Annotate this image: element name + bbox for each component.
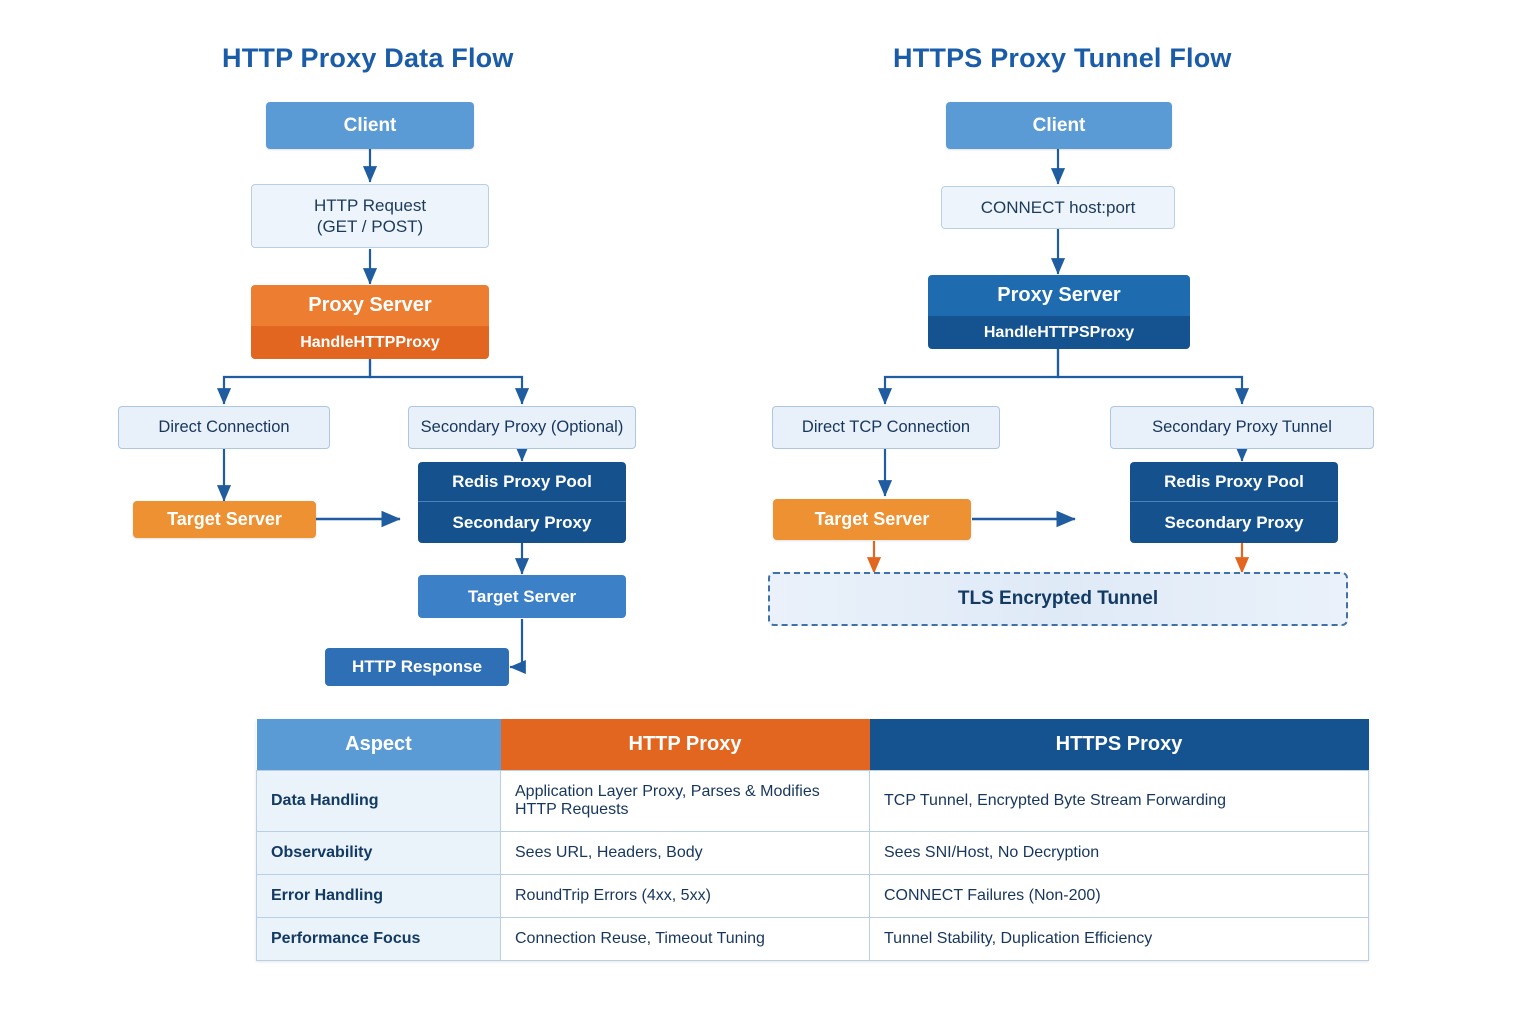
right-secondary-proxy-label[interactable]: Secondary Proxy [1130,502,1338,543]
left-redis-proxy-pool[interactable]: Redis Proxy Pool [418,462,626,502]
row-https-value: Tunnel Stability, Duplication Efficiency [870,918,1369,961]
left-target-server-direct[interactable]: Target Server [133,501,316,538]
table-header-http: HTTP Proxy [501,719,870,771]
right-proxy-server-handler[interactable]: HandleHTTPSProxy [928,316,1190,349]
right-redis-proxy-pool[interactable]: Redis Proxy Pool [1130,462,1338,502]
table-header-aspect: Aspect [257,719,501,771]
right-direct-tcp-node[interactable]: Direct TCP Connection [772,406,1000,449]
left-proxy-server-handler[interactable]: HandleHTTPProxy [251,326,489,359]
table-row [257,875,1369,918]
table-header-https: HTTPS Proxy [870,719,1369,771]
row-aspect-label: Data Handling [257,771,501,832]
row-http-value: Connection Reuse, Timeout Tuning [501,918,870,961]
row-https-value: Sees SNI/Host, No Decryption [870,832,1369,875]
comparison-table [256,719,1369,961]
right-target-server-direct[interactable]: Target Server [773,499,971,540]
table-header-row [257,719,1369,771]
row-aspect-label: Observability [257,832,501,875]
left-http-request-line1: HTTP Request [313,195,427,215]
row-https-value: TCP Tunnel, Encrypted Byte Stream Forwarding [870,771,1369,832]
left-http-request-node[interactable] [251,184,489,248]
right-diagram-title: HTTPS Proxy Tunnel Flow [893,43,1232,73]
right-client-node[interactable]: Client [946,102,1172,149]
left-proxy-server-header[interactable]: Proxy Server [251,285,489,326]
row-aspect-label: Performance Focus [257,918,501,961]
row-https-value: CONNECT Failures (Non-200) [870,875,1369,918]
tls-encrypted-tunnel [768,572,1348,626]
tls-tunnel-label: TLS Encrypted Tunnel [957,588,1159,609]
row-http-value: RoundTrip Errors (4xx, 5xx) [501,875,870,918]
left-secondary-proxy-label[interactable]: Secondary Proxy [418,502,626,543]
left-http-request-line2: (GET / POST) [316,217,424,236]
table-row [257,771,1369,832]
table-row [257,832,1369,875]
left-direct-connection-node[interactable]: Direct Connection [118,406,330,449]
right-proxy-server-header[interactable]: Proxy Server [928,275,1190,316]
right-connect-node[interactable]: CONNECT host:port [941,186,1175,229]
row-http-value: Sees URL, Headers, Body [501,832,870,875]
left-http-response-node[interactable]: HTTP Response [325,648,509,686]
left-target-server-secondary[interactable]: Target Server [418,575,626,618]
left-diagram-title: HTTP Proxy Data Flow [222,43,514,73]
row-http-value: Application Layer Proxy, Parses & Modifies HTTP Requests [501,771,870,832]
row-aspect-label: Error Handling [257,875,501,918]
left-client-node[interactable]: Client [266,102,474,149]
table-row [257,918,1369,961]
left-secondary-proxy-node[interactable]: Secondary Proxy (Optional) [408,406,636,449]
right-secondary-proxy-tunnel-node[interactable]: Secondary Proxy Tunnel [1110,406,1374,449]
